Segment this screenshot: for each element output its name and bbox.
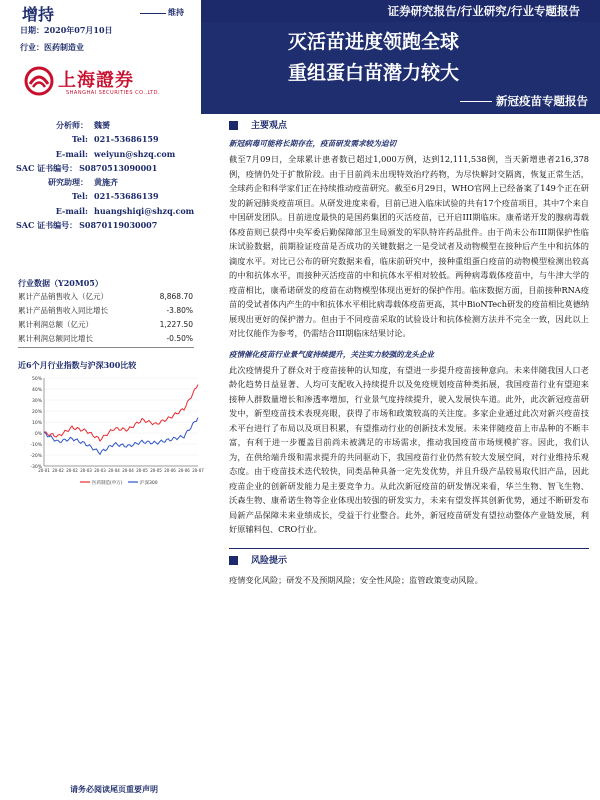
section-header — [229, 551, 589, 569]
chart-title: 近6个月行业指数与沪深300比较 — [18, 360, 137, 370]
rating-sub — [140, 7, 184, 18]
paragraph: 此次疫情提升了群众对于疫苗接种的认知度，有望进一步提升疫苗接种意向。未来伴随我国人口老龄化趋势日益显著、人均可支配收入持续提升以及免疫规划疫苗种类拓展，我国疫苗行业有望迎来接种人群数量增长和渗透率增加，行业景气度持续提升，驶入发展快车道。此外，此次新冠疫苗研发中，新型疫苗技术表现亮眼，获得了市场和政策较高的关注度。多家企业通过此次对新兴疫苗技术平台进行了布局以及项目积累，有望推动行业的创新技术发展。未来伴随疫苗上市品种的不断丰富，有利于进一步覆盖目前尚未被满足的市场需求，推动我国疫苗市场规模扩容。因此，我们认为，在供给端升级和需求提升的共同驱动下，我国疫苗行业仍然有较大发展空间，对行业维持乐观态度。由于疫苗技术迭代较快，同类品种具备一定先发优势，并且升级产品较易取代旧产品，因此疫苗企业的创新研发能力是主要竞争力。从此次新冠疫苗的研发情况来看，华兰生物、智飞生物、沃森生物、康希诺生物等企业体现出较强的研发实力，未来有望发挥其创新优势，通过不断研发布局新产品保障未来业绩成长，受益于行业整合。此外，新冠疫苗研发有望拉动整体产业链发展，利好原辅料包、CRO行业。 — [229, 364, 589, 534]
x-tick-label: 20-03 — [94, 468, 106, 473]
section-title: 风险提示 — [251, 555, 288, 566]
report-category: 证券研究报告/行业研究/行业专题报告 — [387, 4, 580, 18]
analyst-row: SAC 证书编号： S0870119030007 — [16, 220, 158, 231]
y-tick-label: 10% — [31, 421, 42, 426]
subheading: 新冠病毒可能将长期存在，疫苗研发需求较为迫切 — [229, 139, 397, 148]
logo-text-en: SHANGHAI SECURITIES CO.,LTD. — [66, 90, 161, 96]
report-subtitle-text: 新冠疫苗专题报告 — [496, 94, 588, 108]
analyst-row: E-mail: huangshiqi@shzq.com — [55, 205, 195, 216]
analyst-row: 分析师： 魏赟 — [56, 120, 110, 130]
analyst-row: 研究助理： 黄施齐 — [48, 177, 118, 188]
divider — [18, 347, 194, 348]
y-tick-label: -10% — [30, 443, 42, 448]
data-row: 累计利润总额（亿元） 1,227.50 — [18, 320, 193, 329]
y-tick-label: 30% — [31, 399, 42, 404]
legend-label: 医药制造(申万) — [92, 481, 123, 486]
report-subtitle — [460, 93, 588, 109]
y-tick-label: -30% — [30, 465, 42, 470]
square-bullet-icon — [229, 121, 238, 130]
x-tick-label: 20-05 — [136, 468, 148, 473]
series-line — [44, 418, 198, 455]
data-row: 累计利润总额同比增长 -0.50% — [18, 334, 193, 343]
subheading: 疫情催化疫苗行业景气度持续提升，关注实力较强的龙头企业 — [229, 349, 435, 359]
x-tick-label: 20-01 — [38, 468, 50, 473]
rating-sub-text: 维持 — [168, 7, 184, 17]
y-tick-label: 0% — [34, 432, 42, 437]
report-category-band — [201, 0, 600, 22]
analyst-row: SAC 证书编号： S0870513090001 — [16, 162, 158, 173]
data-row: 累计产品销售收入同比增长 -3.80% — [18, 306, 193, 315]
section-header — [229, 116, 589, 134]
report-title-line2: 重组蛋白苗潜力较大 — [288, 62, 460, 84]
x-tick-label: 20-04 — [122, 468, 134, 473]
paragraph: 截至7月09日，全球累计患者数已超过1,000万例，达到12,111,538例，当天新增患者216,378例，疫情仍处于扩散阶段。由于目前尚未出现特效治疗药物，为尽快解封交隔离，恢复正常生活，全球药企和科学家们正在持续推动疫苗研究。截至6月29日，WHO官网上已经备案了149个正在研发的新冠肺炎疫苗项目。从研发进度来看，目前已进入临床试验的共有17个疫苗项目，其中7个来自中国研发团队。目前进度最快的是国药集团的灭活疫苗，已开启III期临床。康希诺开发的腺病毒载体疫苗则已获得中央军委后勤保障部卫生局颁发的军队特许药品批件。由于尚未公布III期保护性临床试验数据，前期验证疫苗是否成功的关键数据之一是受试者及动物模型在接种后产生中和抗体的滴度水平。对比已公布的研究数据来看，临床前研究中，接种重组蛋白疫苗的动物模型检测出较高的中和抗体水平，而接种灭活疫苗的中和抗体水平相对较低。两种病毒载体疫苗中，与牛津大学的疫苗相比，康希诺研发的疫苗在动物模型体现出更好的保护作用。临床数据方面，目前接种RNA疫苗的受试者体内产生的中和抗体水平相比病毒载体疫苗更高，其中BioNTech研发的疫苗相比莫德纳展现出更好的保护潜力。但由于不同疫苗采取的试验设计和抗体检测方法并不完全一致，因此以上对比仅能作为参考，仍需结合III期临床结果讨论。 — [229, 154, 589, 338]
report-title-line1: 灭活苗进度领跑全球 — [288, 31, 460, 53]
x-tick-label: 20-04 — [108, 468, 120, 473]
x-tick-label: 20-02 — [66, 468, 78, 473]
x-tick-label: 20-02 — [52, 468, 64, 473]
main-content — [229, 116, 589, 587]
x-tick-label: 20-06 — [164, 468, 176, 473]
series-line — [44, 385, 198, 441]
y-tick-label: -20% — [30, 454, 42, 459]
industry-data-table — [18, 290, 193, 346]
report-date: 日期：2020年07月10日 — [20, 25, 113, 35]
x-tick-label: 20-06 — [178, 468, 190, 473]
x-tick-label: 20-07 — [192, 468, 204, 473]
industry: 行业：医药制造业 — [20, 42, 84, 52]
logo-mark-icon — [24, 66, 54, 96]
square-bullet-icon — [229, 556, 238, 565]
analyst-row: E-mail: weiyun@shzq.com — [55, 148, 176, 159]
company-logo — [24, 66, 184, 100]
x-tick-label: 20-03 — [80, 468, 92, 473]
logo-text: 上海證券 — [58, 70, 134, 91]
y-tick-label: 20% — [31, 410, 42, 415]
section-title: 主要观点 — [251, 121, 288, 131]
legend-label: 沪深300 — [140, 481, 158, 486]
analyst-row: Tel: 021-53686139 — [71, 191, 159, 202]
industry-data-title: 行业数据（Y20M05） — [18, 278, 103, 288]
y-tick-label: 40% — [31, 388, 42, 393]
data-row: 累计产品销售收入（亿元） 8,868.70 — [18, 292, 193, 301]
paragraph: 疫情变化风险；研发不及预期风险；安全性风险；监管政策变动风险。 — [229, 574, 483, 585]
x-tick-label: 20-05 — [150, 468, 162, 473]
footer-disclaimer: 请务必阅读尾页重要声明 — [70, 784, 158, 794]
analyst-info — [16, 118, 196, 232]
index-comparison-chart — [22, 374, 202, 494]
rating: 增持 — [22, 5, 55, 24]
y-tick-label: 50% — [31, 377, 42, 382]
analyst-row: Tel: 021-53686159 — [71, 134, 159, 145]
